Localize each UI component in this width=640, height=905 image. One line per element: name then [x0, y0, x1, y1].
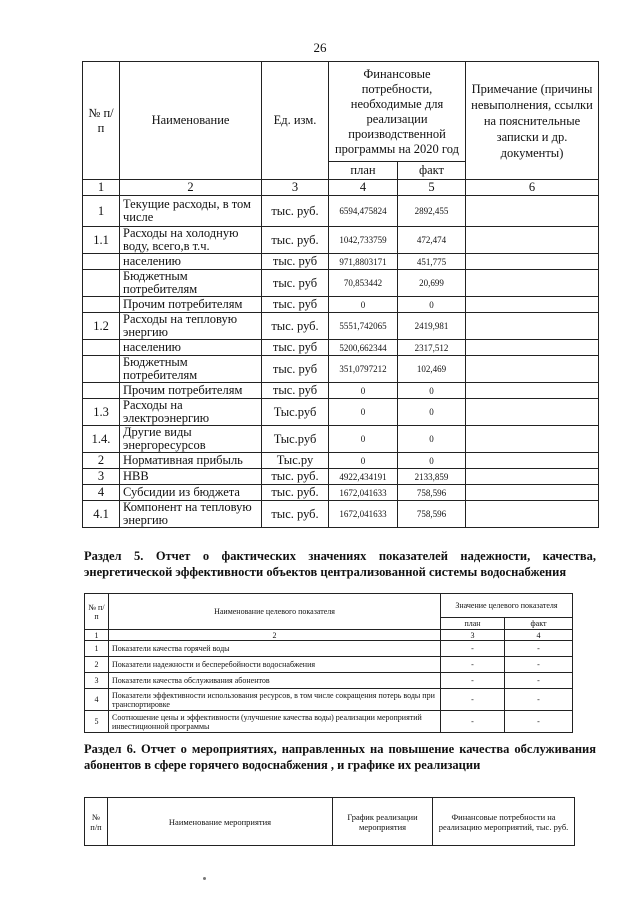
col-number: 2	[109, 630, 441, 641]
row-plan: 1042,733759	[329, 227, 398, 254]
table-row	[83, 501, 599, 528]
row-unit: тыс. руб.	[262, 501, 329, 528]
row-fact: 472,474	[398, 227, 466, 254]
scan-speck	[203, 877, 206, 880]
row-fact: -	[505, 657, 573, 673]
row-unit: тыс. руб	[262, 383, 329, 399]
row-unit: Тыс.ру	[262, 453, 329, 469]
row-name: Показатели качества обслуживания абонентов	[109, 673, 441, 689]
row-name: Соотношение цены и эффективности (улучшение качества воды) реализации мероприятий инвестиционной программы	[109, 711, 441, 733]
col-number: 6	[466, 180, 599, 196]
row-note	[466, 340, 599, 356]
row-plan: 5200,662344	[329, 340, 398, 356]
table-row	[85, 641, 573, 657]
row-fact: 758,596	[398, 501, 466, 528]
row-fact: 102,469	[398, 356, 466, 383]
row-name: населению	[120, 340, 262, 356]
row-plan: 5551,742065	[329, 313, 398, 340]
row-unit: тыс. руб.	[262, 196, 329, 227]
row-fact: 2419,981	[398, 313, 466, 340]
row-name: Бюджетным потребителям	[120, 270, 262, 297]
row-name: Показатели эффективности использования ресурсов, в том числе сокращения потерь воды при транспортировке	[109, 689, 441, 711]
header-financial: Финансовые потребности, необходимые для реализации производственной программы на 2020 год	[329, 62, 466, 162]
row-number: 1.3	[83, 399, 120, 426]
row-name: Прочим потребителям	[120, 297, 262, 313]
row-number: 2	[83, 453, 120, 469]
row-number	[83, 270, 120, 297]
table-row	[85, 711, 573, 733]
table-row	[83, 270, 599, 297]
section-5-title: Раздел 5. Отчет о фактических значениях показателей надежности, качества, энергетической эффективности объектов централизованной системы водоснабжения	[84, 549, 596, 579]
row-number: 3	[85, 673, 109, 689]
row-plan: -	[441, 641, 505, 657]
row-number: 1.1	[83, 227, 120, 254]
row-fact: 0	[398, 426, 466, 453]
row-fact: 451,775	[398, 254, 466, 270]
col-number: 4	[505, 630, 573, 641]
row-fact: 2892,455	[398, 196, 466, 227]
row-number: 4.1	[83, 501, 120, 528]
row-plan: -	[441, 673, 505, 689]
table-row	[83, 383, 599, 399]
row-name: Субсидии из бюджета	[120, 485, 262, 501]
row-number: 1.4.	[83, 426, 120, 453]
table-row	[85, 673, 573, 689]
header-schedule: График реализации мероприятия	[333, 798, 433, 846]
row-fact: -	[505, 711, 573, 733]
row-unit: тыс. руб	[262, 254, 329, 270]
header-note: Примечание (причины невыполнения, ссылки на пояснительные записки и др. документы)	[466, 62, 599, 180]
row-plan: 6594,475824	[329, 196, 398, 227]
row-note	[466, 196, 599, 227]
row-plan: 4922,434191	[329, 469, 398, 485]
table-row	[83, 399, 599, 426]
header-plan: план	[329, 162, 398, 180]
row-number	[83, 356, 120, 383]
table-row	[83, 227, 599, 254]
row-fact: 0	[398, 383, 466, 399]
row-plan: -	[441, 711, 505, 733]
row-unit: тыс. руб.	[262, 227, 329, 254]
row-fact: 758,596	[398, 485, 466, 501]
header-financial: Финансовые потребности на реализацию мероприятий, тыс. руб.	[433, 798, 575, 846]
table-row	[83, 196, 599, 227]
row-plan: 971,8803171	[329, 254, 398, 270]
table-row	[85, 657, 573, 673]
row-number: 3	[83, 469, 120, 485]
table-row	[83, 426, 599, 453]
row-unit: тыс. руб	[262, 356, 329, 383]
row-unit: тыс. руб	[262, 297, 329, 313]
row-note	[466, 469, 599, 485]
row-plan: 70,853442	[329, 270, 398, 297]
header-name: Наименование целевого показателя	[109, 594, 441, 630]
table-row	[83, 340, 599, 356]
header-value: Значение целевого показателя	[441, 594, 573, 618]
row-unit: тыс. руб.	[262, 469, 329, 485]
row-number: 1.2	[83, 313, 120, 340]
col-number: 3	[441, 630, 505, 641]
measures-table	[84, 797, 575, 846]
row-number	[83, 340, 120, 356]
page-number: 26	[313, 40, 327, 55]
row-plan: 1672,041633	[329, 501, 398, 528]
column-number-row	[83, 180, 599, 196]
row-fact: 2317,512	[398, 340, 466, 356]
row-name: населению	[120, 254, 262, 270]
header-name: Наименование	[120, 62, 262, 180]
col-number: 1	[85, 630, 109, 641]
row-note	[466, 356, 599, 383]
row-unit: Тыс.руб	[262, 426, 329, 453]
row-plan: 1672,041633	[329, 485, 398, 501]
row-name: Расходы на тепловую энергию	[120, 313, 262, 340]
row-plan: 0	[329, 426, 398, 453]
row-name: Прочим потребителям	[120, 383, 262, 399]
row-plan: 0	[329, 453, 398, 469]
header-num: № п/п	[85, 594, 109, 630]
row-name: НВВ	[120, 469, 262, 485]
row-plan: -	[441, 657, 505, 673]
row-note	[466, 383, 599, 399]
row-name: Текущие расходы, в том числе	[120, 196, 262, 227]
table-row	[83, 297, 599, 313]
row-name: Расходы на электроэнергию	[120, 399, 262, 426]
row-note	[466, 453, 599, 469]
col-number: 1	[83, 180, 120, 196]
row-name: Бюджетным потребителям	[120, 356, 262, 383]
row-name: Нормативная прибыль	[120, 453, 262, 469]
header-name: Наименование мероприятия	[108, 798, 333, 846]
row-note	[466, 270, 599, 297]
row-fact: 20,699	[398, 270, 466, 297]
row-fact: -	[505, 641, 573, 657]
table-row	[83, 469, 599, 485]
table-row	[85, 689, 573, 711]
row-note	[466, 313, 599, 340]
col-number: 2	[120, 180, 262, 196]
row-unit: тыс. руб.	[262, 313, 329, 340]
row-fact: 0	[398, 297, 466, 313]
row-number: 4	[85, 689, 109, 711]
header-num: № п/п	[85, 798, 108, 846]
header-num: № п/п	[83, 62, 120, 180]
col-number: 4	[329, 180, 398, 196]
row-unit: тыс. руб.	[262, 485, 329, 501]
row-plan: 0	[329, 383, 398, 399]
row-fact: 0	[398, 399, 466, 426]
row-fact: -	[505, 689, 573, 711]
row-plan: 351,0797212	[329, 356, 398, 383]
row-number	[83, 297, 120, 313]
header-unit: Ед. изм.	[262, 62, 329, 180]
table-row	[83, 453, 599, 469]
row-name: Показатели качества горячей воды	[109, 641, 441, 657]
row-number: 4	[83, 485, 120, 501]
table-row	[83, 313, 599, 340]
section-6-title: Раздел 6. Отчет о мероприятиях, направленных на повышение качества обслуживания абонентов в сфере горячего водоснабжения , и графике их реализации	[84, 742, 596, 772]
indicators-table	[84, 593, 573, 733]
row-name: Другие виды энергоресурсов	[120, 426, 262, 453]
table-row	[83, 485, 599, 501]
row-number: 2	[85, 657, 109, 673]
row-unit: Тыс.руб	[262, 399, 329, 426]
row-number: 1	[83, 196, 120, 227]
table-row	[83, 356, 599, 383]
row-plan: 0	[329, 399, 398, 426]
row-unit: тыс. руб	[262, 270, 329, 297]
row-name: Показатели надежности и бесперебойности водоснабжения	[109, 657, 441, 673]
row-name: Компонент на тепловую энергию	[120, 501, 262, 528]
row-number	[83, 254, 120, 270]
header-fact: факт	[398, 162, 466, 180]
header-plan: план	[441, 618, 505, 630]
row-unit: тыс. руб	[262, 340, 329, 356]
col-number: 5	[398, 180, 466, 196]
header-fact: факт	[505, 618, 573, 630]
row-note	[466, 426, 599, 453]
table-row	[83, 254, 599, 270]
row-note	[466, 399, 599, 426]
row-note	[466, 485, 599, 501]
row-note	[466, 297, 599, 313]
row-note	[466, 254, 599, 270]
row-number	[83, 383, 120, 399]
row-fact: 0	[398, 453, 466, 469]
row-number: 1	[85, 641, 109, 657]
row-name: Расходы на холодную воду, всего,в т.ч.	[120, 227, 262, 254]
row-number: 5	[85, 711, 109, 733]
row-note	[466, 227, 599, 254]
financial-needs-table	[82, 61, 599, 528]
col-number: 3	[262, 180, 329, 196]
row-plan: -	[441, 689, 505, 711]
row-note	[466, 501, 599, 528]
row-fact: -	[505, 673, 573, 689]
row-fact: 2133,859	[398, 469, 466, 485]
row-plan: 0	[329, 297, 398, 313]
column-number-row	[85, 630, 573, 641]
